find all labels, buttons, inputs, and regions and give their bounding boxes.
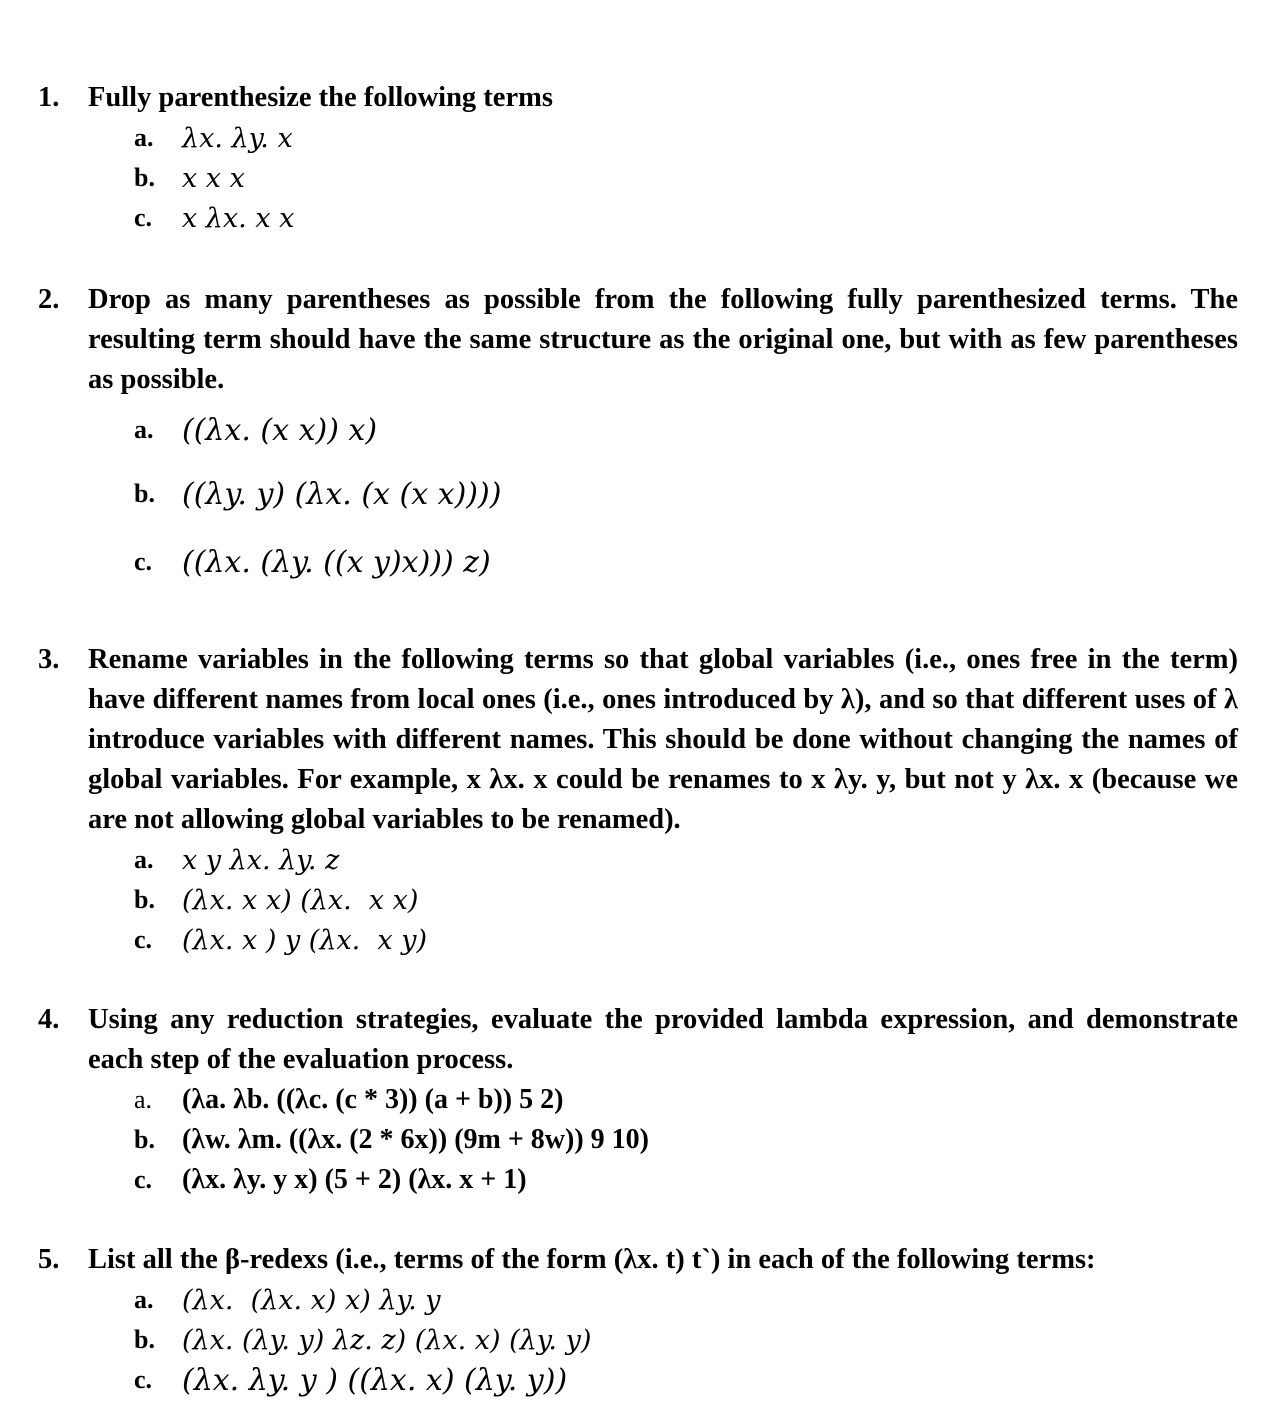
item-label: a.	[134, 845, 154, 874]
question-5	[38, 1240, 1238, 1400]
item-3b	[134, 880, 1238, 920]
lambda-expression: (λx. x x) (λx. x x)	[182, 884, 419, 916]
lambda-expression: (λw. λm. ((λx. (2 * 6x)) (9m + 8w)) 9 10)	[182, 1124, 650, 1155]
lambda-expression: (λa. λb. ((λc. (c * 3)) (a + b)) 5 2)	[182, 1084, 564, 1115]
question-1-heading	[38, 78, 1238, 118]
question-number: 2.	[38, 284, 60, 315]
item-3a	[134, 840, 1238, 880]
lambda-expression: (λx. (λx. x) x) λy. y	[182, 1284, 441, 1316]
item-label: b.	[134, 479, 155, 508]
item-label: c.	[134, 203, 153, 232]
question-2	[38, 280, 1238, 596]
question-number: 5.	[38, 1244, 60, 1275]
item-label: a.	[134, 123, 154, 152]
item-1c	[134, 198, 1238, 238]
lambda-expression: ((λy. y) (λx. (x (x x))))	[182, 476, 502, 512]
lambda-expression: x λx. x x	[182, 202, 295, 234]
item-label: a.	[134, 1285, 154, 1314]
item-label: c.	[134, 547, 153, 576]
question-4-items	[134, 1080, 1238, 1200]
question-number: 4.	[38, 1004, 60, 1035]
question-1-items	[134, 118, 1238, 238]
lambda-expression: λx. λy. x	[182, 122, 293, 154]
question-3-heading	[38, 640, 1238, 840]
item-1a	[134, 118, 1238, 158]
item-label: b.	[134, 1325, 155, 1354]
question-text: Fully parenthesize the following terms	[88, 82, 553, 113]
question-text: Rename variables in the following terms so that global variables (i.e., ones free in the term) have different names from local ones (i.e., ones introduced by λ), and so that different uses of λ introduce variables with different names. This should be done without changing the names of global variables. For example, x λx. x could be renames to x λy. y, but not y λx. x (because we are not allowing global variables to be renamed).	[88, 644, 1238, 835]
question-5-heading	[38, 1240, 1238, 1280]
item-label: c.	[134, 925, 153, 954]
item-label: b.	[134, 885, 155, 914]
item-label: a.	[134, 415, 154, 444]
item-label: b.	[134, 1125, 155, 1154]
lambda-expression: x x x	[182, 162, 245, 194]
item-5c	[134, 1360, 1238, 1400]
item-1b	[134, 158, 1238, 198]
item-4b	[134, 1120, 1238, 1160]
item-label: c.	[134, 1365, 153, 1394]
item-label: a.	[134, 1085, 153, 1114]
lambda-expression: (λx. λy. y ) ((λx. x) (λy. y))	[182, 1362, 568, 1398]
item-label: c.	[134, 1165, 153, 1194]
item-2a	[134, 400, 1238, 460]
question-number: 1.	[38, 82, 60, 113]
item-2b	[134, 460, 1238, 528]
question-3	[38, 640, 1238, 960]
question-3-items	[134, 840, 1238, 960]
question-2-heading	[38, 280, 1238, 400]
item-2c	[134, 528, 1238, 596]
item-4a	[134, 1080, 1238, 1120]
question-2-items	[134, 400, 1238, 596]
lambda-expression: (λx. (λy. y) λz. z) (λx. x) (λy. y)	[182, 1324, 592, 1356]
item-label: b.	[134, 163, 155, 192]
question-text: Using any reduction strategies, evaluate the provided lambda expression, and demonstrate each step of the evaluation process.	[88, 1004, 1238, 1075]
question-text: List all the β-redexs (i.e., terms of the form (λx. t) t`) in each of the following terms:	[88, 1244, 1096, 1275]
question-4-heading	[38, 1000, 1238, 1080]
question-5-items	[134, 1280, 1238, 1400]
lambda-expression: x y λx. λy. z	[182, 844, 340, 876]
lambda-expression: (λx. λy. y x) (5 + 2) (λx. x + 1)	[182, 1164, 527, 1195]
question-number: 3.	[38, 644, 60, 675]
question-4	[38, 1000, 1238, 1200]
question-text: Drop as many parentheses as possible from the following fully parenthesized terms. The resulting term should have the same structure as the original one, but with as few parentheses as possible.	[88, 284, 1238, 395]
lambda-expression: ((λx. (x x)) x)	[182, 412, 378, 448]
item-5b	[134, 1320, 1238, 1360]
lambda-expression: ((λx. (λy. ((x y)x))) z)	[182, 544, 491, 580]
question-1	[38, 78, 1238, 238]
item-3c	[134, 920, 1238, 960]
item-4c	[134, 1160, 1238, 1200]
item-5a	[134, 1280, 1238, 1320]
lambda-expression: (λx. x ) y (λx. x y)	[182, 924, 428, 956]
